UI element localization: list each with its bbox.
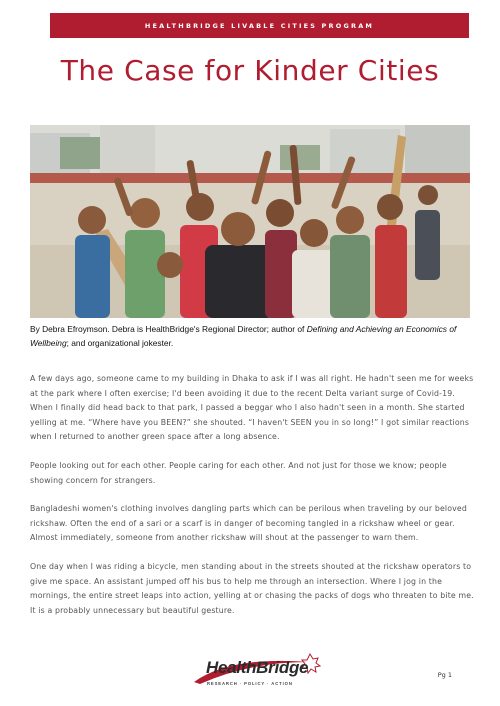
program-banner [50,13,469,38]
byline-book-title: Defining and Achieving an Economics of Wellbeing [30,324,457,348]
paragraph: Bangladeshi women's clothing involves dangling parts which can be perilous when traveling by our beloved rickshaw. Often the end of a sari or a scarf is in danger of becoming tangled in a rickshaw wheel or gear. Almost immediately, someone from another rickshaw will shout at the passenger to warn them. [30,504,467,543]
logo-tagline: RESEARCH · POLICY · ACTION [207,681,293,686]
paragraph: People looking out for each other. People caring for each other. And not just for those we know; people showing concern for strangers. [30,460,447,485]
byline-tail: ; and organizational jokester. [66,338,174,348]
program-banner-text: HEALTHBRIDGE LIVABLE CITIES PROGRAM [144,21,375,30]
paragraph: One day when I was riding a bicycle, men standing about in the streets shouted at the rickshaw operators to give me space. An assistant jumped off his bus to help me through an intersection. Where I jog in the mornings, the entire street leaps into action, yelling at or chasing the packs of dogs who threaten to bite me. It is a probably unnecessary but beautiful gesture. [30,561,474,615]
byline-lead: By Debra Efroymson. Debra is HealthBridge's Regional Director; author of [30,324,307,334]
page-number: Pg 1 [437,671,452,679]
paragraph: A few days ago, someone came to my building in Dhaka to ask if I was all right. He hadn't seen me for weeks at the park where I often exercise; I'd been avoiding it due to the recent Delta variant surge of Covid-19. When I finally did head back to that park, I passed a beggar who I also hadn't seen in a month. She started yelling at me. “Where have you BEEN?” she shouted. “I haven't SEEN you in so long!” I got similar reactions when I returned to another green space after a long absence. [30,374,474,442]
children-cricket-photo [30,125,470,318]
article-body [30,372,480,632]
hero-photo [30,125,470,318]
healthbridge-logo [190,652,330,692]
logo-wordmark: HealthBridge [206,658,309,677]
author-byline [30,322,475,350]
page-title: The Case for Kinder Cities [60,54,440,87]
